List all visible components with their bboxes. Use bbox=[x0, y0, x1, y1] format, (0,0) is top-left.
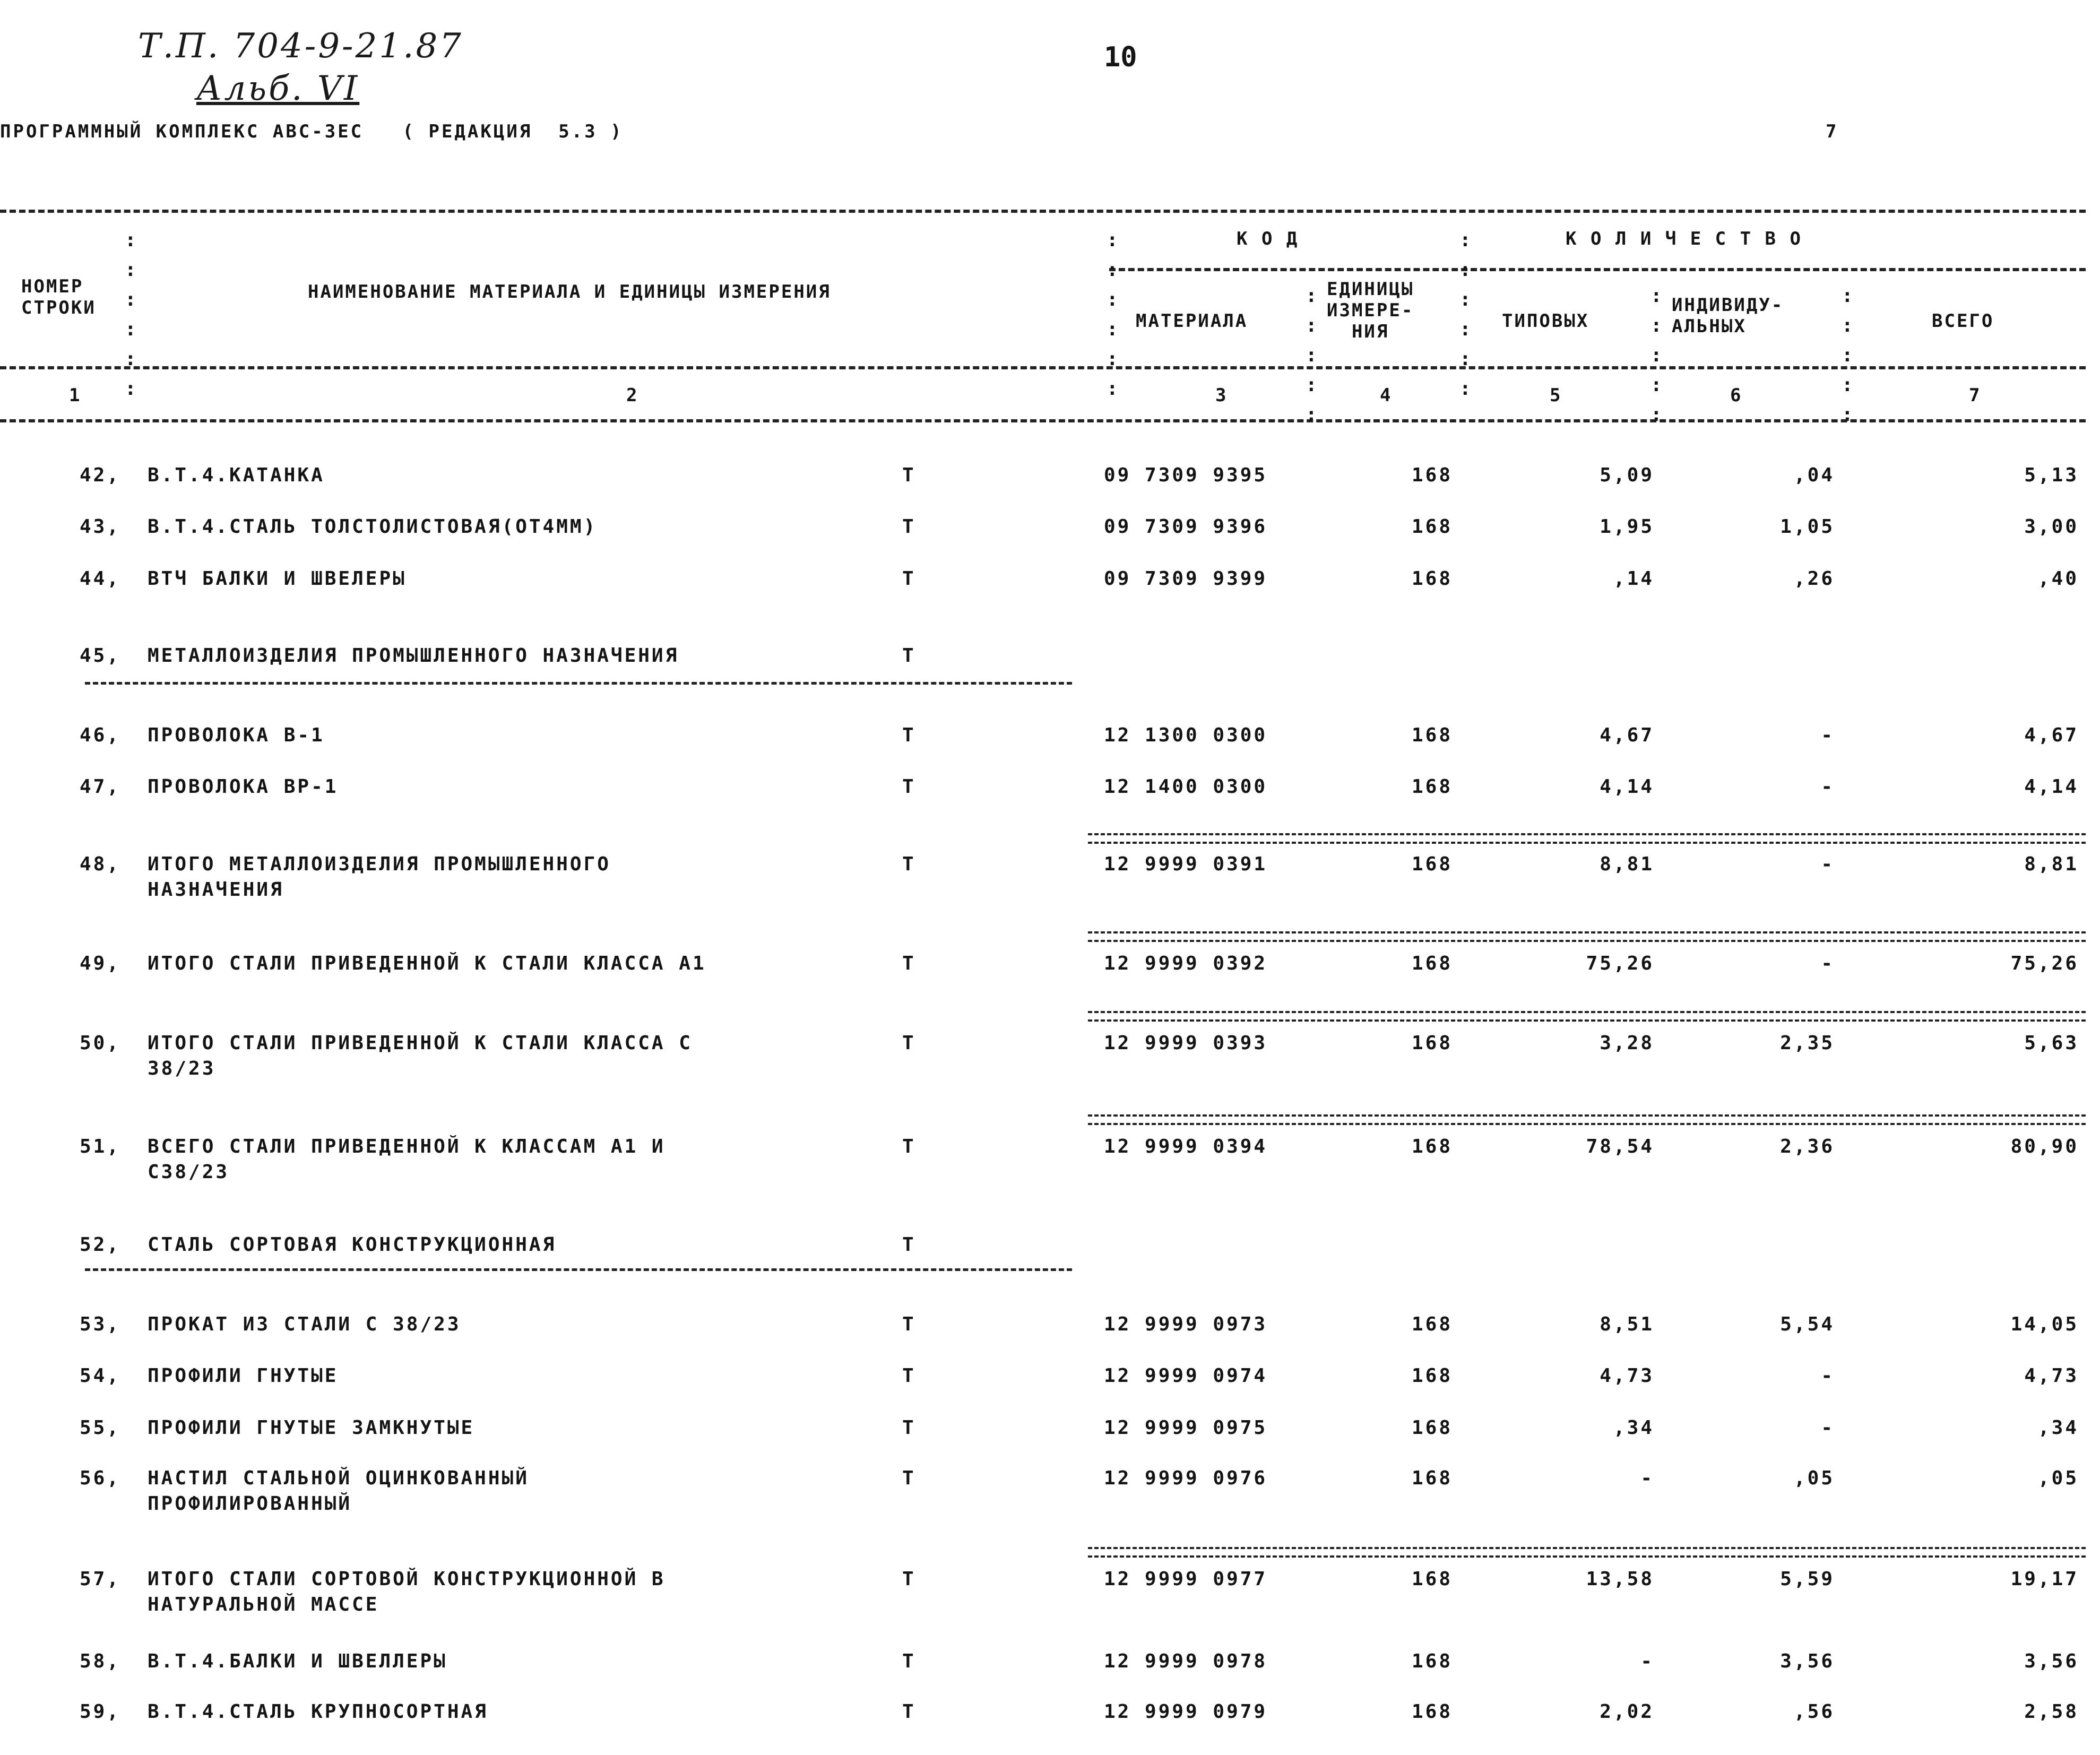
qty-individual: - bbox=[1821, 1417, 1835, 1439]
header-separator: : : : : : : bbox=[125, 229, 136, 400]
qty-individual: 2,36 bbox=[1780, 1136, 1835, 1157]
qty-individual: ,56 bbox=[1793, 1701, 1835, 1723]
qty-typical: 5,09 bbox=[1600, 464, 1654, 486]
qty-total: 19,17 bbox=[2010, 1568, 2079, 1590]
qty-individual: - bbox=[1821, 724, 1835, 746]
material-code: 12 1300 0300 bbox=[1104, 724, 1268, 746]
material-code: 12 9999 0978 bbox=[1104, 1650, 1268, 1672]
qty-typical: 13,58 bbox=[1586, 1568, 1654, 1590]
material-name: В.Т.4.КАТАНКА bbox=[148, 464, 325, 486]
material-name: ПРОФИЛИ ГНУТЫЕ ЗАМКНУТЫЕ bbox=[148, 1417, 475, 1439]
row-number: 44, bbox=[80, 568, 121, 590]
qty-individual: - bbox=[1821, 953, 1835, 974]
material-name: ИТОГО СТАЛИ ПРИВЕДЕННОЙ К СТАЛИ КЛАССА А1 bbox=[148, 953, 706, 974]
unit-code: 168 bbox=[1412, 1650, 1453, 1672]
qty-individual: 5,59 bbox=[1780, 1568, 1835, 1590]
row-number: 42, bbox=[80, 464, 121, 486]
row-number: 51, bbox=[80, 1136, 121, 1157]
header-total: ВСЕГО bbox=[1932, 310, 1994, 332]
qty-total: 75,26 bbox=[2010, 953, 2079, 974]
qty-total: 80,90 bbox=[2010, 1136, 2079, 1157]
qty-typical: 4,73 bbox=[1600, 1365, 1654, 1387]
qty-individual: 1,05 bbox=[1780, 516, 1835, 538]
unit-code: 168 bbox=[1412, 1701, 1453, 1723]
header-bottom-rule bbox=[0, 419, 2086, 422]
unit-code: 168 bbox=[1412, 1365, 1453, 1387]
qty-typical: 4,14 bbox=[1600, 776, 1654, 798]
qty-total: 14,05 bbox=[2010, 1313, 2079, 1335]
qty-total: 5,63 bbox=[2024, 1032, 2079, 1054]
material-code: 12 9999 0391 bbox=[1104, 853, 1268, 875]
header-unit-code: ЕДИНИЦЫ ИЗМЕРЕ- НИЯ bbox=[1327, 279, 1414, 342]
col-number-7: 7 bbox=[1969, 385, 1982, 406]
material-code: 09 7309 9396 bbox=[1104, 516, 1268, 538]
material-name: ИТОГО СТАЛИ СОРТОВОЙ КОНСТРУКЦИОННОЙ В bbox=[148, 1568, 666, 1590]
material-name: ПРОФИЛИ ГНУТЫЕ bbox=[148, 1365, 339, 1387]
col-number-4: 4 bbox=[1380, 385, 1393, 406]
unit-of-measure: Т bbox=[902, 1568, 916, 1590]
material-code: 12 9999 0977 bbox=[1104, 1568, 1268, 1590]
material-name: ИТОГО МЕТАЛЛОИЗДЕЛИЯ ПРОМЫШЛЕННОГО bbox=[148, 853, 611, 875]
unit-of-measure: Т bbox=[902, 1701, 916, 1723]
row-number: 52, bbox=[80, 1234, 121, 1256]
material-name-continued: НАЗНАЧЕНИЯ bbox=[148, 879, 284, 901]
handwritten-album-number: Альб. VI bbox=[196, 69, 360, 108]
unit-of-measure: Т bbox=[902, 724, 916, 746]
unit-code: 168 bbox=[1412, 724, 1453, 746]
material-name: МЕТАЛЛОИЗДЕЛИЯ ПРОМЫШЛЕННОГО НАЗНАЧЕНИЯ bbox=[148, 645, 679, 667]
unit-of-measure: Т bbox=[902, 1467, 916, 1489]
qty-individual: ,26 bbox=[1793, 568, 1835, 590]
material-code: 12 9999 0975 bbox=[1104, 1417, 1268, 1439]
qty-total: 8,81 bbox=[2024, 853, 2079, 875]
qty-individual: ,05 bbox=[1793, 1467, 1835, 1489]
unit-of-measure: Т bbox=[902, 645, 916, 667]
material-code: 12 9999 0393 bbox=[1104, 1032, 1268, 1054]
material-name: ПРОКАТ ИЗ СТАЛИ С 38/23 bbox=[148, 1313, 461, 1335]
unit-code: 168 bbox=[1412, 1417, 1453, 1439]
material-name: ИТОГО СТАЛИ ПРИВЕДЕННОЙ К СТАЛИ КЛАССА С bbox=[148, 1032, 693, 1054]
material-code: 12 9999 0394 bbox=[1104, 1136, 1268, 1157]
col-number-1: 1 bbox=[69, 385, 82, 406]
unit-code: 168 bbox=[1412, 516, 1453, 538]
material-code: 12 9999 0392 bbox=[1104, 953, 1268, 974]
material-name: ВТЧ БАЛКИ И ШВЕЛЕРЫ bbox=[148, 568, 407, 590]
unit-of-measure: Т bbox=[902, 1234, 916, 1256]
qty-typical: 8,81 bbox=[1600, 853, 1654, 875]
unit-code: 168 bbox=[1412, 568, 1453, 590]
qty-typical: 75,26 bbox=[1586, 953, 1654, 974]
qty-total: 2,58 bbox=[2024, 1701, 2079, 1723]
qty-total: 5,13 bbox=[2024, 464, 2079, 486]
header-typical: ТИПОВЫХ bbox=[1502, 310, 1589, 332]
header-row-number: НОМЕР СТРОКИ bbox=[21, 276, 96, 318]
header-mid-rule bbox=[0, 366, 2086, 369]
subtotal-double-rule bbox=[1088, 1547, 2086, 1558]
material-name: В.Т.4.СТАЛЬ КРУПНОСОРТНАЯ bbox=[148, 1701, 488, 1723]
header-group-rule bbox=[1109, 268, 2086, 271]
unit-of-measure: Т bbox=[902, 1650, 916, 1672]
unit-of-measure: Т bbox=[902, 568, 916, 590]
qty-individual: 2,35 bbox=[1780, 1032, 1835, 1054]
material-name: В.Т.4.СТАЛЬ ТОЛСТОЛИСТОВАЯ(ОТ4ММ) bbox=[148, 516, 598, 538]
header-separator: : : : : : bbox=[1306, 285, 1317, 426]
header-separator: : : : : : : bbox=[1107, 229, 1118, 400]
qty-typical: 78,54 bbox=[1586, 1136, 1654, 1157]
material-name-continued: НАТУРАЛЬНОЙ МАССЕ bbox=[148, 1594, 379, 1615]
unit-code: 168 bbox=[1412, 953, 1453, 974]
row-number: 54, bbox=[80, 1365, 121, 1387]
row-number: 50, bbox=[80, 1032, 121, 1054]
row-number: 55, bbox=[80, 1417, 121, 1439]
material-code: 12 9999 0973 bbox=[1104, 1313, 1268, 1335]
row-number: 47, bbox=[80, 776, 121, 798]
unit-code: 168 bbox=[1412, 776, 1453, 798]
qty-typical: 3,28 bbox=[1600, 1032, 1654, 1054]
material-name: НАСТИЛ СТАЛЬНОЙ ОЦИНКОВАННЫЙ bbox=[148, 1467, 529, 1489]
unit-of-measure: Т bbox=[902, 1032, 916, 1054]
material-name-continued: С38/23 bbox=[148, 1161, 230, 1183]
qty-typical: ,14 bbox=[1613, 568, 1654, 590]
header-individual: ИНДИВИДУ- АЛЬНЫХ bbox=[1672, 295, 1784, 337]
header-separator: : : : : : bbox=[1650, 285, 1662, 426]
row-number: 48, bbox=[80, 853, 121, 875]
qty-typical: 4,67 bbox=[1600, 724, 1654, 746]
subtotal-double-rule bbox=[1088, 1011, 2086, 1022]
row-number: 49, bbox=[80, 953, 121, 974]
header-separator: : : : : : bbox=[1842, 285, 1853, 426]
unit-code: 168 bbox=[1412, 853, 1453, 875]
col-number-5: 5 bbox=[1550, 385, 1562, 406]
col-number-2: 2 bbox=[626, 385, 639, 406]
qty-total: ,34 bbox=[2037, 1417, 2079, 1439]
material-code: 12 9999 0979 bbox=[1104, 1701, 1268, 1723]
unit-code: 168 bbox=[1412, 1136, 1453, 1157]
qty-total: 4,14 bbox=[2024, 776, 2079, 798]
qty-typical: - bbox=[1640, 1650, 1654, 1672]
material-name: ВСЕГО СТАЛИ ПРИВЕДЕННОЙ К КЛАССАМ А1 И bbox=[148, 1136, 666, 1157]
material-name: ПРОВОЛОКА ВР-1 bbox=[148, 776, 339, 798]
qty-typical: 1,95 bbox=[1600, 516, 1654, 538]
row-number: 46, bbox=[80, 724, 121, 746]
qty-individual: 3,56 bbox=[1780, 1650, 1835, 1672]
unit-code: 168 bbox=[1412, 1568, 1453, 1590]
material-name: ПРОВОЛОКА В-1 bbox=[148, 724, 325, 746]
material-name-continued: ПРОФИЛИРОВАННЫЙ bbox=[148, 1493, 352, 1515]
qty-total: 4,67 bbox=[2024, 724, 2079, 746]
header-code-group: К О Д bbox=[1237, 228, 1299, 249]
unit-of-measure: Т bbox=[902, 516, 916, 538]
row-number: 58, bbox=[80, 1650, 121, 1672]
header-separator: : : : : : : bbox=[1459, 229, 1471, 400]
material-name: В.Т.4.БАЛКИ И ШВЕЛЛЕРЫ bbox=[148, 1650, 447, 1672]
unit-code: 168 bbox=[1412, 464, 1453, 486]
unit-of-measure: Т bbox=[902, 1365, 916, 1387]
page-number: 10 bbox=[1104, 41, 1137, 73]
header-material: МАТЕРИАЛА bbox=[1136, 310, 1248, 332]
section-underline bbox=[85, 1268, 1072, 1271]
row-number: 53, bbox=[80, 1313, 121, 1335]
program-title: ПРОГРАММНЫЙ КОМПЛЕКС АВС-ЗЕС ( РЕДАКЦИЯ 5.3 ) bbox=[0, 121, 624, 142]
unit-of-measure: Т bbox=[902, 953, 916, 974]
header-quantity-group: К О Л И Ч Е С Т В О bbox=[1566, 228, 1802, 249]
qty-individual: - bbox=[1821, 853, 1835, 875]
material-name-continued: 38/23 bbox=[148, 1058, 216, 1079]
qty-individual: - bbox=[1821, 776, 1835, 798]
col-number-6: 6 bbox=[1730, 385, 1743, 406]
handwritten-project-number: Т.П. 704-9-21.87 bbox=[138, 27, 463, 66]
row-number: 43, bbox=[80, 516, 121, 538]
unit-of-measure: Т bbox=[902, 776, 916, 798]
unit-of-measure: Т bbox=[902, 1417, 916, 1439]
header-name: НАИМЕНОВАНИЕ МАТЕРИАЛА И ЕДИНИЦЫ ИЗМЕРЕНИЯ bbox=[308, 281, 831, 302]
material-code: 09 7309 9395 bbox=[1104, 464, 1268, 486]
qty-individual: 5,54 bbox=[1780, 1313, 1835, 1335]
row-number: 45, bbox=[80, 645, 121, 667]
subtotal-double-rule bbox=[1088, 833, 2086, 844]
section-underline bbox=[85, 682, 1072, 685]
unit-code: 168 bbox=[1412, 1467, 1453, 1489]
qty-total: 3,56 bbox=[2024, 1650, 2079, 1672]
qty-total: ,40 bbox=[2037, 568, 2079, 590]
subtotal-double-rule bbox=[1088, 931, 2086, 942]
qty-total: 3,00 bbox=[2024, 516, 2079, 538]
unit-of-measure: Т bbox=[902, 464, 916, 486]
unit-code: 168 bbox=[1412, 1313, 1453, 1335]
header-top-rule bbox=[0, 210, 2086, 213]
unit-of-measure: Т bbox=[902, 1313, 916, 1335]
qty-typical: 8,51 bbox=[1600, 1313, 1654, 1335]
qty-total: ,05 bbox=[2037, 1467, 2079, 1489]
material-code: 12 9999 0976 bbox=[1104, 1467, 1268, 1489]
col-number-3: 3 bbox=[1215, 385, 1228, 406]
qty-individual: ,04 bbox=[1793, 464, 1835, 486]
qty-typical: 2,02 bbox=[1600, 1701, 1654, 1723]
sheet-number: 7 bbox=[1826, 121, 1837, 142]
row-number: 59, bbox=[80, 1701, 121, 1723]
qty-total: 4,73 bbox=[2024, 1365, 2079, 1387]
material-code: 09 7309 9399 bbox=[1104, 568, 1268, 590]
row-number: 56, bbox=[80, 1467, 121, 1489]
qty-typical: - bbox=[1640, 1467, 1654, 1489]
row-number: 57, bbox=[80, 1568, 121, 1590]
qty-individual: - bbox=[1821, 1365, 1835, 1387]
material-code: 12 1400 0300 bbox=[1104, 776, 1268, 798]
qty-typical: ,34 bbox=[1613, 1417, 1654, 1439]
unit-of-measure: Т bbox=[902, 1136, 916, 1157]
material-name: СТАЛЬ СОРТОВАЯ КОНСТРУКЦИОННАЯ bbox=[148, 1234, 557, 1256]
unit-code: 168 bbox=[1412, 1032, 1453, 1054]
subtotal-double-rule bbox=[1088, 1114, 2086, 1125]
unit-of-measure: Т bbox=[902, 853, 916, 875]
material-code: 12 9999 0974 bbox=[1104, 1365, 1268, 1387]
